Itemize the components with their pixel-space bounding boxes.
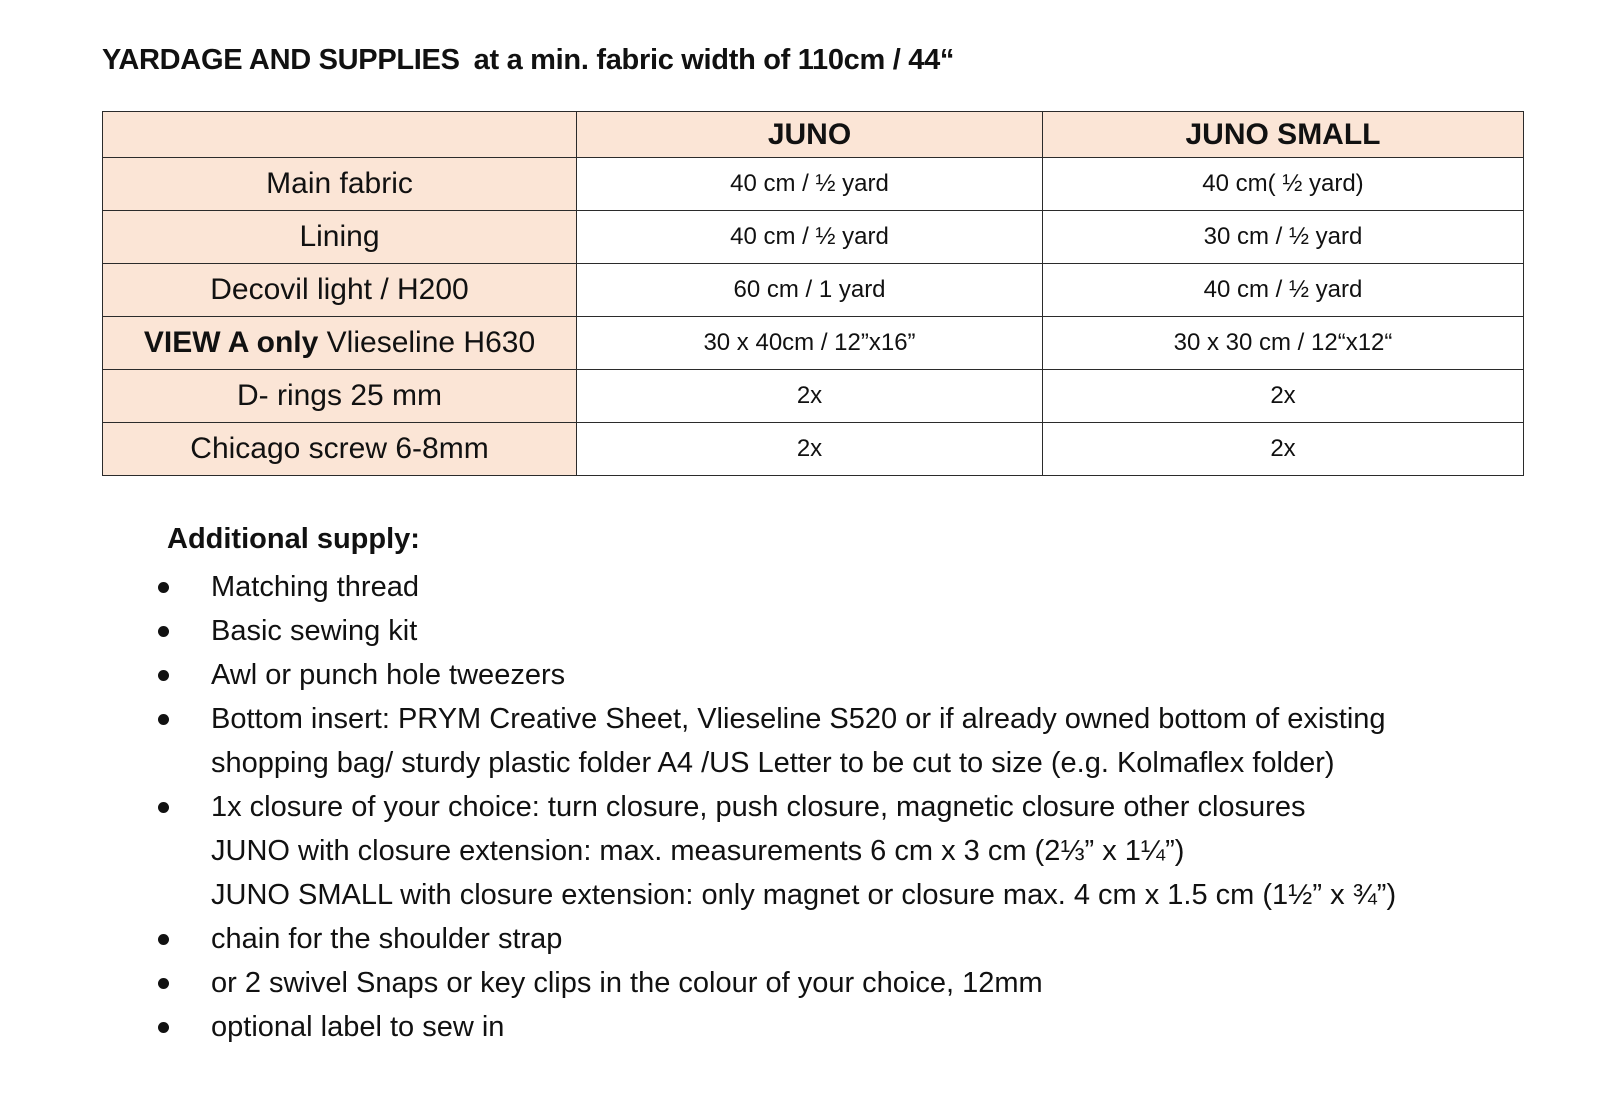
supplies-table (102, 111, 1524, 476)
list-item (145, 1005, 1585, 1049)
bullet-icon (158, 626, 169, 637)
bullet-icon (158, 802, 169, 813)
list-item (145, 961, 1585, 1005)
list-item-text: Bottom insert: PRYM Creative Sheet, Vlieseline S520 or if already owned bottom of existing (211, 703, 1386, 735)
juno-small-value: 2x (1043, 370, 1524, 423)
title-suffix: at a min. fabric width of 110cm / 44“ (473, 44, 955, 76)
row-label (103, 317, 577, 370)
row-label (103, 211, 577, 264)
juno-small-value: 2x (1043, 423, 1524, 476)
table-row (103, 423, 1524, 476)
juno-value: 2x (577, 423, 1043, 476)
additional-supply-heading: Additional supply: (167, 523, 420, 555)
bullet-icon (158, 934, 169, 945)
juno-value: 60 cm / 1 yard (577, 264, 1043, 317)
bullet-icon (158, 670, 169, 681)
list-item-text: Awl or punch hole tweezers (211, 659, 566, 691)
bullet-icon (158, 978, 169, 989)
bullet-icon (158, 1022, 169, 1033)
list-item (145, 609, 1585, 653)
header-juno: JUNO (577, 112, 1043, 158)
list-item (145, 697, 1585, 785)
row-label-bold: VIEW A only (143, 326, 319, 359)
list-item-text: Matching thread (211, 571, 419, 603)
row-label-text: Decovil light / H200 (210, 273, 469, 306)
row-label-text: Main fabric (266, 167, 413, 200)
row-label (103, 264, 577, 317)
list-item (145, 917, 1585, 961)
table-row (103, 264, 1524, 317)
row-label-text: Chicago screw 6-8mm (190, 432, 489, 465)
juno-value: 2x (577, 370, 1043, 423)
juno-value: 40 cm / ½ yard (577, 158, 1043, 211)
row-label (103, 423, 577, 476)
row-label-text: Lining (299, 220, 380, 253)
list-item (145, 653, 1585, 697)
list-item-text: chain for the shoulder strap (211, 923, 563, 955)
supply-list (145, 565, 1585, 1049)
table-header-row (103, 112, 1524, 158)
list-item-text: Basic sewing kit (211, 615, 418, 647)
row-label-text: Vlieseline H630 (318, 326, 536, 359)
row-label (103, 158, 577, 211)
bullet-icon (158, 714, 169, 725)
list-item-text: or 2 swivel Snaps or key clips in the colour of your choice, 12mm (211, 967, 1043, 999)
page-title (102, 44, 954, 77)
bullet-icon (158, 582, 169, 593)
row-label (103, 370, 577, 423)
juno-small-value: 40 cm( ½ yard) (1043, 158, 1524, 211)
header-empty-cell (103, 112, 577, 158)
list-item-text: optional label to sew in (211, 1011, 505, 1043)
list-item-text: 1x closure of your choice: turn closure, push closure, magnetic closure other closures (211, 791, 1306, 823)
juno-value: 40 cm / ½ yard (577, 211, 1043, 264)
list-item-text: JUNO SMALL with closure extension: only magnet or closure max. 4 cm x 1.5 cm (1½” x ¾”) (211, 879, 1397, 911)
table-row (103, 317, 1524, 370)
title-main: YARDAGE AND SUPPLIES (102, 44, 460, 76)
list-item (145, 565, 1585, 609)
table-row (103, 158, 1524, 211)
table-row (103, 211, 1524, 264)
juno-small-value: 30 x 30 cm / 12“x12“ (1043, 317, 1524, 370)
header-juno-small: JUNO SMALL (1043, 112, 1524, 158)
juno-value: 30 x 40cm / 12”x16” (577, 317, 1043, 370)
table-row (103, 370, 1524, 423)
list-item-text: JUNO with closure extension: max. measurements 6 cm x 3 cm (2⅓” x 1¼”) (211, 835, 1185, 867)
list-item-text: shopping bag/ sturdy plastic folder A4 /US Letter to be cut to size (e.g. Kolmaflex folder) (211, 747, 1335, 779)
list-item (145, 785, 1585, 917)
row-label-text: D- rings 25 mm (236, 379, 443, 412)
juno-small-value: 30 cm / ½ yard (1043, 211, 1524, 264)
juno-small-value: 40 cm / ½ yard (1043, 264, 1524, 317)
